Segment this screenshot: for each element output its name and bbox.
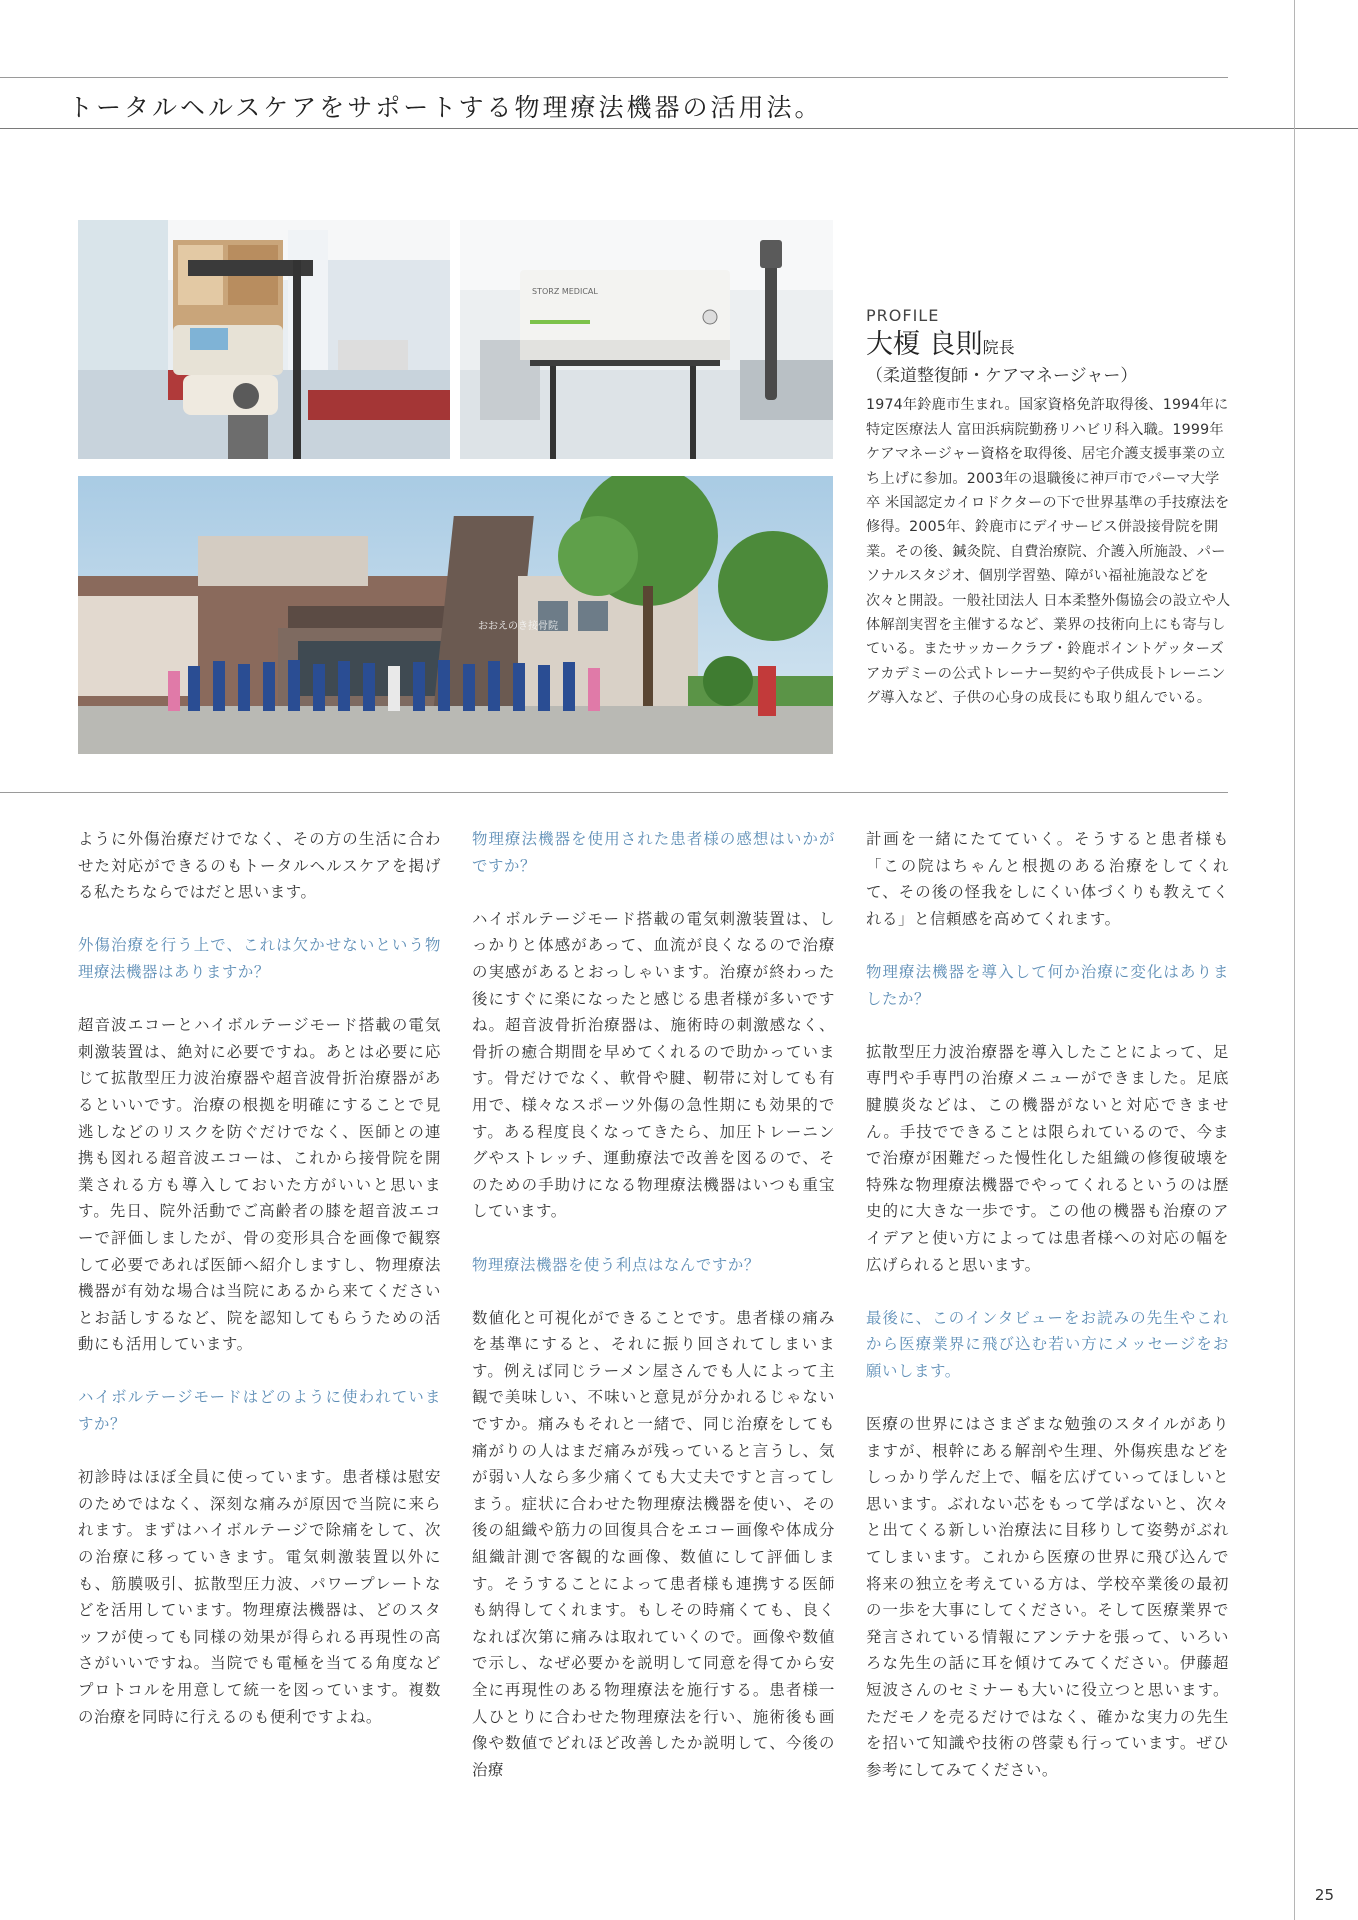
answer-paragraph: 初診時はほぼ全員に使っています。患者様は慰安のためではなく、深刻な痛みが原因で当院に来られます。まずはハイボルテージで除痛をして、次の治療に移っていきます。電気刺激装置以外にも、筋膜吸引、拡散型圧力波、パワープレートなどを活用しています。物理療法機器は、どのスタッフが使っても同様の効果が得られる再現性の高さがいいですね。当院でも電極を当てる角度などプロトコルを用意して統一を図っています。複数の治療を同時に行えるのも便利ですよね。 bbox=[78, 1468, 441, 1726]
answer-paragraph: 数値化と可視化ができることです。患者様の痛みを基準にすると、それに振り回されてしまいます。例えば同じラーメン屋さんでも人によって主観で美味しい、不味いと意見が分かれるじゃないですか。痛みもそれと一緒で、同じ治療をしても痛がりの人はまだ痛みが残っていると言うし、気が弱い人なら多少痛くても大丈夫ですと言ってしまう。症状に合わせた物理療法機器を使い、その後の組織や筋力の回復具合をエコー画像や体成分組織計測で客観的な画像、数値にして評価します。そうすることによって患者様も連携する医師も納得してくれます。もしその時痛くても、良くなれば次第に痛みは取れていくので。画像や数値で示し、なぜ必要かを説明して同意を得てから安全に再現性のある物理療法を施行する。患者様一人ひとりに合わせた物理療法を行い、施術後も画像や数値でどれほど改善したか説明して、今後の治療 bbox=[472, 1308, 835, 1779]
answer-paragraph: 計画を一緒にたてていく。そうすると患者様も「この院はちゃんと根拠のある治療をしてくれて、その後の怪我をしにくい体づくりも教えてくれる」と信頼感を高めてくれます。 bbox=[866, 830, 1229, 928]
page-edge-rule bbox=[1294, 0, 1295, 1920]
answer-paragraph: ように外傷治療だけでなく、その方の生活に合わせた対応ができるのもトータルヘルスケアを掲げる私たちならではだと思います。 bbox=[78, 830, 441, 902]
device-brand: STORZ MEDICAL bbox=[532, 287, 598, 296]
question-heading: ハイボルテージモードはどのように使われていますか？ bbox=[78, 1388, 441, 1434]
answer-paragraph: 医療の世界にはさまざまな勉強のスタイルがありますが、根幹にある解剖や生理、外傷疾患などをしっかり学んだ上で、幅を広げていってほしいと思います。ぶれない芯をもって学ばないと、次々と出てくる新しい治療法に目移りして姿勢がぶれてしまいます。これから医療の世界に飛び込んで将来の独立を考えている方は、学校卒業後の最初の一歩を大事にしてください。そして医療業界で発言されている情報にアンテナを張って、いろいろな先生の話に耳を傾けてみてください。伊藤超短波さんのセミナーも大いに役立つと思います。ただモノを売るだけではなく、確かな実力の先生を招いて知識や技術の啓蒙も行っています。ぜひ参考にしてみてください。 bbox=[866, 1415, 1229, 1779]
building-sign: おおえのき接骨院 bbox=[478, 621, 558, 632]
photo-device bbox=[460, 220, 833, 459]
section-divider bbox=[0, 792, 1228, 793]
answer-paragraph: 超音波エコーとハイボルテージモード搭載の電気刺激装置は、絶対に必要ですね。あとは必要に応じて拡散型圧力波治療器や超音波骨折治療器があるといいです。治療の根拠を明確にすることで見逃しなどのリスクを防ぐだけでなく、医師との連携も図れる超音波エコーは、これから接骨院を開業される方も導入しておいた方がいいと思います。先日、院外活動でご高齢者の膝を超音波エコーで評価しましたが、骨の変形具合を画像で観察して必要であれば医師へ紹介しますし、物理療法機器が有効な場合は当院にあるから来てくださいとお話しするなど、院を認知してもらうための活動にも活用しています。 bbox=[78, 1016, 441, 1354]
answer-paragraph: 拡散型圧力波治療器を導入したことによって、足専門や手専門の治療メニューができました。足底腱膜炎などは、この機器がないと対応できません。手技でできることは限られているので、今まで治療が困難だった慢性化した組織の修復破壊を特殊な物理療法機器でやってくれるというのは歴史的に大きな一歩です。この他の機器も治療のアイデアと使い方によっては患者様への対応の幅を広げられると思います。 bbox=[866, 1042, 1229, 1274]
profile-bio: 1974年鈴鹿市生まれ。国家資格免許取得後、1994年に特定医療法人 富田浜病院勤務リハビリ科入職。1999年ケアマネージャー資格を取得後、居宅介護支援事業の立ち上げに参加。2003年の退職後に神戸市でパーマ大学卒 米国認定カイロドクターの下で世界基準の手技療法を修得。2005年、鈴鹿市にデイサービス併設接骨院を開業。その後、鍼灸院、自費治療院、介護入所施設、パーソナルスタジオ、個別学習塾、障がい福祉施設などを次々と開設。一般社団法人 日本柔整外傷協会の設立や人体解剖実習を主催するなど、業界の技術向上にも寄与している。またサッカークラブ・鈴鹿ポイントゲッターズアカデミーの公式トレーナー契約や子供成長トレーニング導入など、子供の心身の成長にも取り組んでいる。 bbox=[866, 397, 1231, 707]
profile-title-suffix: 院長 bbox=[982, 338, 1015, 358]
article-column-2 bbox=[472, 826, 835, 1810]
profile-role: （柔道整復師・ケアマネージャー） bbox=[866, 366, 1138, 387]
page-number: 25 bbox=[1314, 1886, 1334, 1904]
page-title: トータルヘルスケアをサポートする物理療法機器の活用法。 bbox=[68, 93, 823, 122]
question-heading: 物理療法機器を使う利点はなんですか？ bbox=[472, 1255, 760, 1274]
title-underline bbox=[0, 128, 1358, 129]
question-heading: 外傷治療を行う上で、これは欠かせないという物理療法機器はありますか？ bbox=[78, 936, 441, 981]
profile-label: PROFILE bbox=[866, 306, 940, 325]
question-heading: 最後に、このインタビューをお読みの先生やこれから医療業界に飛び込む若い方にメッセージをお願いします。 bbox=[866, 1308, 1229, 1380]
profile-name: 大榎 良則 bbox=[866, 329, 983, 361]
profile-name-line bbox=[866, 330, 1232, 363]
photo-clinic-building bbox=[78, 476, 833, 754]
profile bbox=[866, 304, 1232, 711]
question-heading: 物理療法機器を使用された患者様の感想はいかがですか？ bbox=[472, 830, 835, 875]
question-heading: 物理療法機器を導入して何か治療に変化はありましたか？ bbox=[866, 962, 1229, 1008]
top-rule bbox=[0, 77, 1228, 78]
photo-clinic-room bbox=[78, 220, 450, 459]
article-column-1 bbox=[78, 826, 441, 1757]
article-column-3 bbox=[866, 826, 1229, 1810]
answer-paragraph: ハイボルテージモード搭載の電気刺激装置は、しっかりと体感があって、血流が良くなるので治療の実感があるとおっしゃいます。治療が終わった後にすぐに楽になったと感じる患者様が多いですね。超音波骨折治療器は、施術時の刺激感なく、骨折の癒合期間を早めてくれるので助かっています。骨だけでなく、軟骨や腱、靭帯に対しても有用で、様々なスポーツ外傷の急性期にも効果的です。ある程度良くなってきたら、加圧トレーニングやストレッチ、運動療法で改善を図るので、そのための手助けになる物理療法機器はいつも重宝しています。 bbox=[472, 909, 835, 1221]
